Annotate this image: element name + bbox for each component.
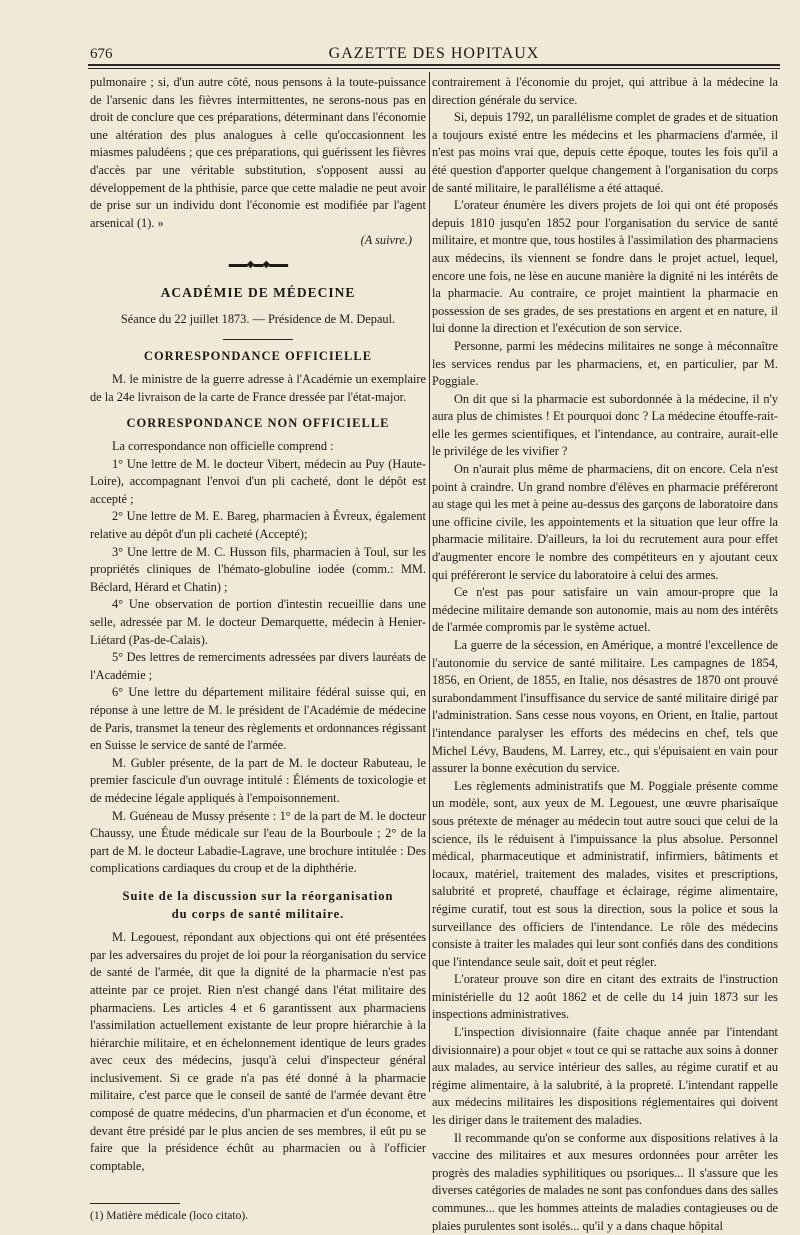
paragraph: Les règlements administratifs que M. Poggiale présente comme un modèle, sont, aux yeux de M. Legouest, une œuvre pharisaïque sous prétexte de ménager au médecin tout autre souci que celui de la science, ils le réduisent à l'impuissance la plus absolue. Personnel médical, pharmaceutique et administratif, infirmiers, bâtiments et locaux, matériel, traitement des malades, visites et prescriptions, salubrité et propreté, chauffage et éclairage, régime alimentaire, régime curatif, tout est sous la direction, sous la police et sous la surveillance des officiers de l'intendance. Le rôle des médecins consiste à traiter les malades qui leur sont confiés dans des conditions que l'intendance seule sait, doit et peut régler. <box>432 778 778 969</box>
right-column <box>432 74 778 1235</box>
journal-title: GAZETTE DES HOPITAUX <box>328 45 540 62</box>
list-item: 1° Une lettre de M. le docteur Vibert, médecin au Puy (Haute-Loire), accompagnant l'envoi d'un pli cacheté, dont le dépôt est accepté ; <box>90 456 426 506</box>
corr-officielle-title: CORRESPONDANCE OFFICIELLE <box>143 348 373 363</box>
paragraph: L'inspection divisionnaire (faite chaque année par l'intendant divisionnaire) a pour objet « tout ce qui se rattache aux soins à donner aux malades, au service intérieur des salles, au régime curatif et au régime alimentaire, à la salubrité, à la propreté. L'intendant rappelle aux médecins militaires les dispositions réglementaires qui doivent les diriger dans le traitement des maladies. <box>432 1025 778 1128</box>
list-item: 6° Une lettre du département militaire fédéral suisse qui, en réponse à une lettre de M. le président de l'Académie de médecine de Paris, transmet la teneur des règlements et ordonnances régissant en Suisse le service de santé de l'armée. <box>90 685 426 753</box>
paragraph: On dit que si la pharmacie est subordonnée à la médecine, il n'y aura plus de chimistes ! Et pourquoi donc ? La médecine étouffe-rait-elle les germes scientifiques, et l'intendance, au contraire, aurait-elle le privilége de les vivifier ? <box>432 391 778 459</box>
page-number: 676 <box>90 46 113 62</box>
footnote: (1) Matière médicale (loco citato). <box>90 1210 249 1223</box>
suite-title-line2: du corps de santé militaire. <box>171 906 345 921</box>
seance-line: Séance du 22 juillet 1873. — Présidence de M. Depaul. <box>120 312 396 327</box>
paragraph: Personne, parmi les médecins militaires ne songe à méconnaître les services rendus par les pharmaciens, et, en particulier, par M. Poggiale. <box>432 338 778 389</box>
paragraph: La guerre de la sécession, en Amérique, a montré l'excellence de l'autonomie du service de santé militaire. Les campagnes de 1854, 1856, en Orient, de 1855, en Italie, nos désastres de 1870 ont prouvé surabondamment l'insuffisance du service de santé militaire dirigé par l'administration. Sans cesse nous voyons, en Orient, en Italie, partout l'intendance paralyser les efforts des médecins en chef, tels que Michel Lévy, Baudens, M. Larrey, etc., qui s'épuisaient en vain pour assurer la bonne exécution du service. <box>432 638 778 776</box>
list-item: 4° Une observation de portion d'intestin recueillie dans une selle, adressée par M. le docteur Demarquette, médecin à Henier-Liétard (Pas-de-Calais). <box>90 597 426 647</box>
paragraph: contrairement à l'économie du projet, qui attribue à la médecine la direction générale du service. <box>432 75 778 107</box>
paragraph: M. Gubler présente, de la part de M. le docteur Rabuteau, le premier fascicule d'un ouvrage intitulé : Éléments de toxicologie et de médecine légale appliqués à l'empoisonnement. <box>90 755 426 805</box>
ornament-divider: ▬▬◆▬◆▬▬ <box>228 258 288 270</box>
corr-non-officielle-title: CORRESPONDANCE NON OFFICIELLE <box>126 415 390 430</box>
short-rule <box>223 339 293 340</box>
paragraph: On n'aurait plus même de pharmaciens, dit on encore. Cela n'est point à craindre. Un grand nombre d'élèves en pharmacie préféreront au stage qui les met à peine au-dessus des garçons de laboratoire dans une officine civile, les appointements et la situation que leur offre la pharmacie militaire. D'ailleurs, la loi du recrutement aura pour effet d'augmenter encore le nombre des compétiteurs en y ajoutant ceux qui préféreront le service du laboratoire à celui des armes. <box>432 462 778 582</box>
academie-title: ACADÉMIE DE MÉDECINE <box>160 284 356 300</box>
list-item: 3° Une lettre de M. C. Husson fils, pharmacien à Toul, sur les propriétés cliniques de l'hémato-globuline iodée (comm.: MM. Béclard, Hérard et Chatin) ; <box>90 544 426 594</box>
paragraph: pulmonaire ; si, d'un autre côté, nous pensons à la toute-puissance de l'arsenic dans les fièvres intermittentes, ne serons-nous pas en droit de conclure que ces préparations, déterminant dans l'économie une altération des plus analogues à celle qu'occasionnent les miasmes paludéens ; que ces préparations, qui guérissent les fièvres d'accès par une véritable substitution, s'opposent aussi au développement de la phthisie, parce que cette maladie ne peut avoir de prise sur un individu dont l'économie est modifiée par l'agent arsenical (1). » <box>90 75 426 230</box>
paragraph: L'orateur énumère les divers projets de loi qui ont été proposés depuis 1810 jusqu'en 1852 pour l'organisation du service de santé militaire, et montre que, tous hostiles à l'assimilation des pharmaciens aux médecins, ils viennent se fondre dans le projet actuel, lequel, encore une fois, ne lèse en aucune manière la dignité ni les intérêts de la pharmacie. Au contraire, ce projet maintient la pharmacie en possession de ses grades, de ses prestations en argent et en nature, il lui donne la direction et l'exécution de son service. <box>432 198 778 336</box>
paragraph: Il recommande qu'on se conforme aux dispositions relatives à la vaccine des militaires et aux mesures ordonnées pour arrêter les progrès des maladies syphilitiques ou psoriques... Il s'assure que les diverses catégories de malades ne sont pas confondues dans des salles communes... que les hommes atteints de maladies contagieuses ou de plaies purulentes sont isolés... qu'il y a dans chaque hôpital <box>432 1130 778 1233</box>
paragraph: M. le ministre de la guerre adresse à l'Académie un exemplaire de la 24e livraison de la carte de France dressée par l'état-major. <box>90 372 426 404</box>
paragraph: L'orateur prouve son dire en citant des extraits de l'instruction ministérielle du 12 août 1862 et de celle du 14 juin 1873 sur les inspections administratives. <box>432 972 778 1022</box>
header-rule-thin <box>88 68 780 69</box>
paragraph: Si, depuis 1792, un parallélisme complet de grades et de situation a toujours existé entre les médecins et les pharmaciens d'armée, il n'est pas moins vrai que, depuis cette époque, toutes les fois qu'il a été question d'apporter quelque changement à l'organisation du corps de santé militaire, le parallélisme a été attaqué. <box>432 110 778 195</box>
footnote-rule <box>90 1203 180 1204</box>
list-item: 2° Une lettre de M. E. Bareg, pharmacien à Évreux, également relative au dépôt d'un pli cacheté (Accepté); <box>90 509 426 542</box>
paragraph: La correspondance non officielle comprend : <box>112 439 334 454</box>
left-column <box>90 74 426 1226</box>
paragraph: M. Legouest, répondant aux objections qui ont été présentées par les adversaires du projet de loi pour la réorganisation du service de santé de l'armée, dit que la dignité de la pharmacie n'est pas atteinte par ce projet. Rien n'est changé dans l'état militaire des pharmaciens. Les articles 4 et 6 garantissent aux pharmaciens l'assimilation actuellement existante de leur propre hiérarchie à la hiérarchie militaire, et en échelonnement identique de leurs grades avec ceux des médecins, jusqu'à celui d'inspecteur général inclusivement. Si ce grade n'a pas été donné à la pharmacie militaire, c'est parce que le conseil de santé de l'armée devant être composé de quatre médecins, d'un pharmacien et d'un économe, et devant être présidé par le plus ancien de ses membres, il eût pu se faire que la présidence échût au pharmacien ou à l'officier comptable, <box>90 930 426 1173</box>
suite-title-line1: Suite de la discussion sur la réorganisation <box>122 888 394 903</box>
paragraph: Ce n'est pas pour satisfaire un vain amour-propre que la médecine militaire demande son autonomie, mais au nom des intérêts de l'armée compromis par le système actuel. <box>432 585 778 635</box>
header-rule <box>88 64 780 66</box>
paragraph: M. Guéneau de Mussy présente : 1° de la part de M. le docteur Chaussy, une Étude médicale sur l'eau de la Bourboule ; 2° de la part de M. le docteur Labadie-Lagrave, une brochure intitulée : Des complications cardiaques du croup et de la diphthérie. <box>90 808 426 876</box>
list-item: 5° Des lettres de remerciments adressées par divers lauréats de l'Académie ; <box>90 650 426 682</box>
column-divider <box>429 72 430 1092</box>
a-suivre: (A suivre.) <box>360 233 412 248</box>
